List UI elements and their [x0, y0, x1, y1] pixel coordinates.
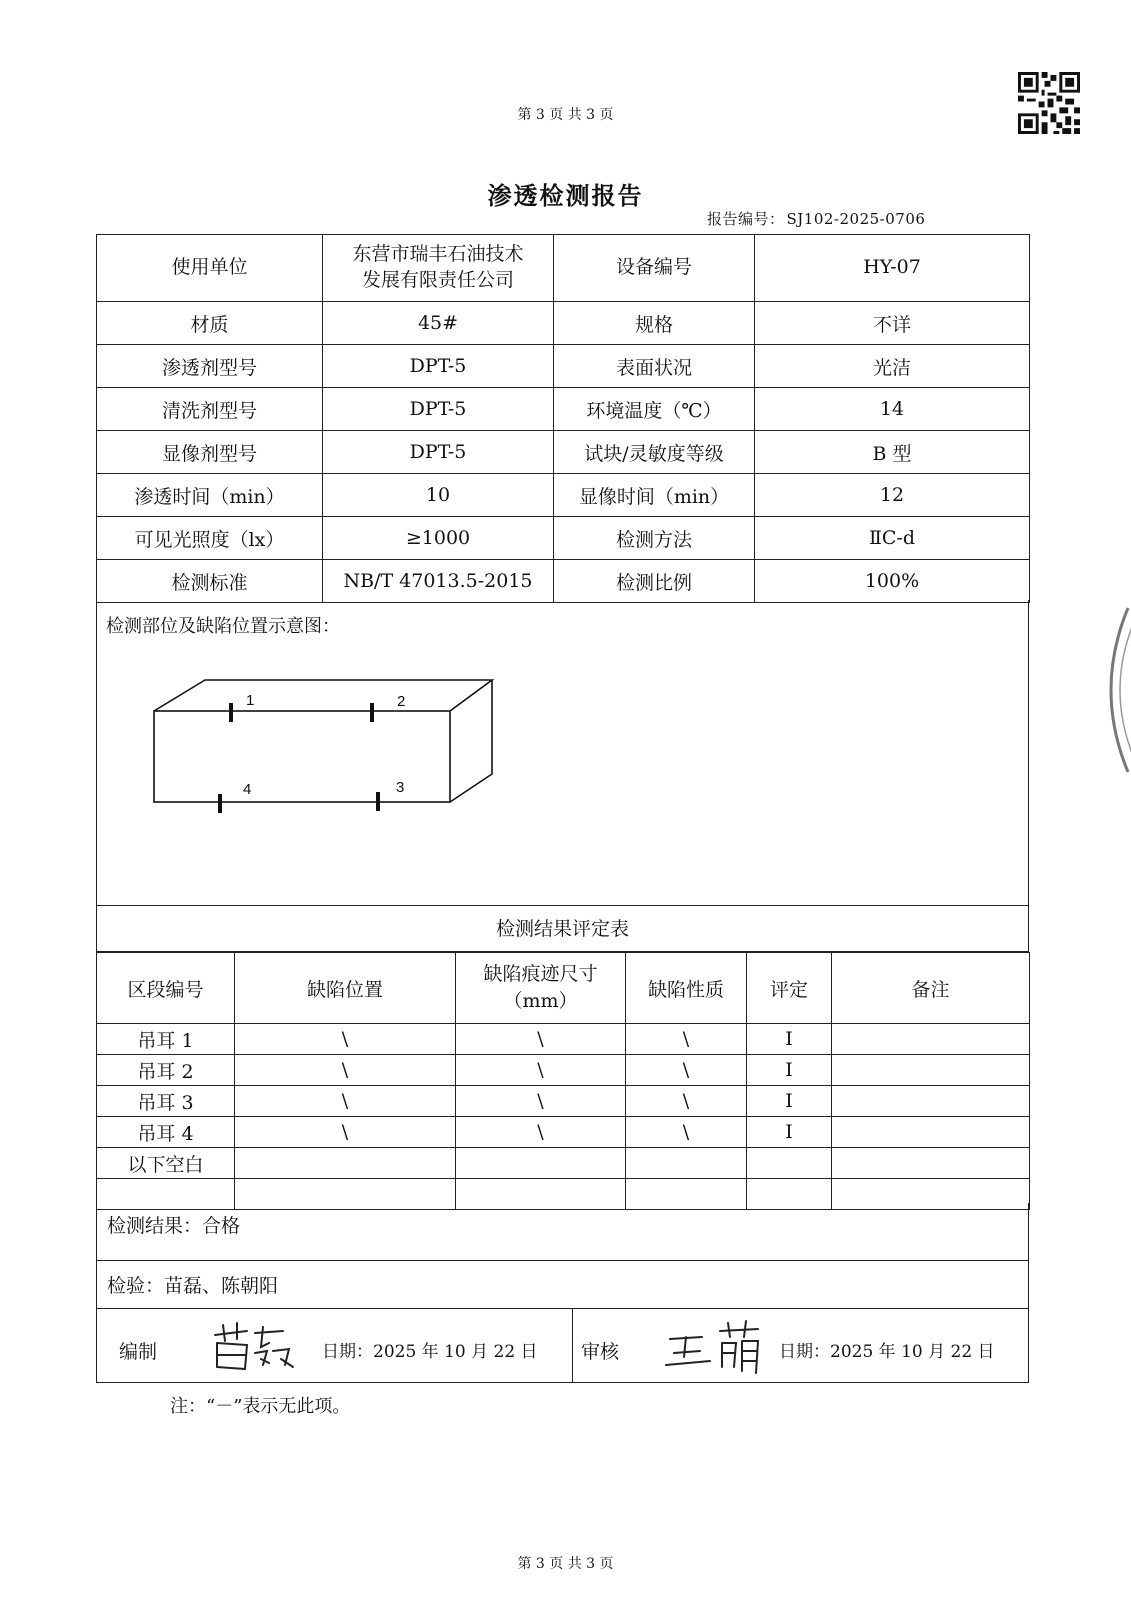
table-cell: \	[626, 1086, 747, 1117]
info-row	[97, 235, 1030, 302]
info-label: 检测方法	[554, 517, 755, 560]
info-row	[97, 302, 1030, 345]
table-cell: 吊耳 4	[97, 1117, 235, 1148]
block-top-face	[154, 680, 492, 711]
results-header: 缺陷位置	[235, 953, 456, 1024]
marker-4-label: 4	[243, 781, 252, 798]
report-number-value: SJ102-2025-0706	[786, 210, 926, 228]
info-value: DPT-5	[323, 388, 554, 431]
table-cell	[456, 1148, 626, 1179]
results-header: 缺陷痕迹尺寸 （mm）	[456, 953, 626, 1024]
info-label: 环境温度（℃）	[554, 388, 755, 431]
info-label: 设备编号	[554, 235, 755, 302]
review-label: 审核	[581, 1341, 620, 1363]
lug-block-diagram	[140, 670, 520, 830]
info-row	[97, 560, 1030, 603]
company-seal-stamp	[1088, 600, 1131, 780]
marker-2-label: 2	[397, 693, 406, 710]
table-cell	[832, 1086, 1030, 1117]
qr-code-icon	[1018, 72, 1080, 134]
info-label: 渗透剂型号	[97, 345, 323, 388]
table-cell: 吊耳 2	[97, 1055, 235, 1086]
info-value: DPT-5	[323, 345, 554, 388]
info-label: 使用单位	[97, 235, 323, 302]
table-cell: \	[235, 1055, 456, 1086]
table-cell: 吊耳 1	[97, 1024, 235, 1055]
table-cell: \	[626, 1055, 747, 1086]
table-cell	[747, 1148, 832, 1179]
signoff-section	[96, 1309, 1029, 1383]
table-cell: I	[747, 1024, 832, 1055]
table-cell	[832, 1117, 1030, 1148]
info-label: 显像时间（min）	[554, 474, 755, 517]
info-label: 渗透时间（min）	[97, 474, 323, 517]
info-label: 试块/灵敏度等级	[554, 431, 755, 474]
report-title: 渗透检测报告	[487, 181, 644, 210]
page-indicator-bottom: 第 3 页 共 3 页	[517, 1556, 614, 1572]
results-header-row	[97, 953, 1030, 1024]
info-value: 10	[323, 474, 554, 517]
results-header: 备注	[832, 953, 1030, 1024]
info-label: 清洗剂型号	[97, 388, 323, 431]
table-cell: I	[747, 1086, 832, 1117]
info-label: 表面状况	[554, 345, 755, 388]
table-cell: \	[456, 1117, 626, 1148]
results-header: 缺陷性质	[626, 953, 747, 1024]
info-row	[97, 474, 1030, 517]
info-value: ≥1000	[323, 517, 554, 560]
info-label: 可见光照度（lx）	[97, 517, 323, 560]
info-value: NB/T 47013.5-2015	[323, 560, 554, 603]
table-row	[97, 1024, 1030, 1055]
info-label: 显像剂型号	[97, 431, 323, 474]
info-row	[97, 345, 1030, 388]
table-cell: I	[747, 1055, 832, 1086]
table-cell	[832, 1148, 1030, 1179]
info-value: 东营市瑞丰石油技术 发展有限责任公司	[323, 235, 554, 302]
table-row	[97, 1148, 1030, 1179]
review-signature	[662, 1317, 772, 1377]
info-value: 45#	[323, 302, 554, 345]
info-label: 检测比例	[554, 560, 755, 603]
info-value: B 型	[755, 431, 1030, 474]
info-label: 规格	[554, 302, 755, 345]
block-front-face	[154, 711, 450, 802]
table-row	[97, 1055, 1030, 1086]
table-cell: \	[456, 1024, 626, 1055]
table-cell: \	[235, 1024, 456, 1055]
table-row	[97, 1086, 1030, 1117]
compile-date: 日期：2025 年 10 月 22 日	[322, 1342, 538, 1362]
table-cell	[832, 1055, 1030, 1086]
compile-signature	[209, 1317, 299, 1375]
info-table	[96, 234, 1030, 603]
marker-3-label: 3	[396, 779, 405, 796]
diagram-label: 检测部位及缺陷位置示意图：	[106, 616, 340, 637]
table-cell: \	[626, 1117, 747, 1148]
table-cell: \	[235, 1117, 456, 1148]
marker-1-label: 1	[246, 692, 255, 709]
table-cell	[832, 1024, 1030, 1055]
table-cell: \	[456, 1086, 626, 1117]
info-label: 材质	[97, 302, 323, 345]
page-indicator-top: 第 3 页 共 3 页	[517, 107, 614, 123]
table-cell: \	[626, 1024, 747, 1055]
info-row	[97, 517, 1030, 560]
report-number	[705, 208, 925, 229]
block-side-face	[450, 680, 492, 802]
table-cell: \	[456, 1055, 626, 1086]
table-cell: \	[235, 1086, 456, 1117]
table-row	[97, 1117, 1030, 1148]
info-row	[97, 388, 1030, 431]
results-header: 区段编号	[97, 953, 235, 1024]
review-date: 日期：2025 年 10 月 22 日	[779, 1342, 995, 1362]
table-cell	[235, 1148, 456, 1179]
table-cell	[626, 1148, 747, 1179]
table-cell: 吊耳 3	[97, 1086, 235, 1117]
info-value: ⅡC-d	[755, 517, 1030, 560]
inspectors: 检验：苗磊、陈朝阳	[96, 1261, 1029, 1309]
conclusion: 检测结果：合格	[96, 1203, 1029, 1261]
signoff-divider	[572, 1309, 573, 1382]
info-value: 100%	[755, 560, 1030, 603]
results-header: 评定	[747, 953, 832, 1024]
info-row	[97, 431, 1030, 474]
info-value: 14	[755, 388, 1030, 431]
table-cell: 以下空白	[97, 1148, 235, 1179]
info-value: 不详	[755, 302, 1030, 345]
results-table	[96, 952, 1030, 1210]
compile-label: 编制	[119, 1341, 158, 1363]
info-value: DPT-5	[323, 431, 554, 474]
info-label: 检测标准	[97, 560, 323, 603]
table-cell: I	[747, 1117, 832, 1148]
results-table-title: 检测结果评定表	[96, 906, 1029, 952]
info-value: 光洁	[755, 345, 1030, 388]
info-value: 12	[755, 474, 1030, 517]
footnote: 注：“－”表示无此项。	[170, 1396, 351, 1417]
info-value: HY-07	[755, 235, 1030, 302]
report-number-label: 报告编号：	[707, 210, 785, 228]
